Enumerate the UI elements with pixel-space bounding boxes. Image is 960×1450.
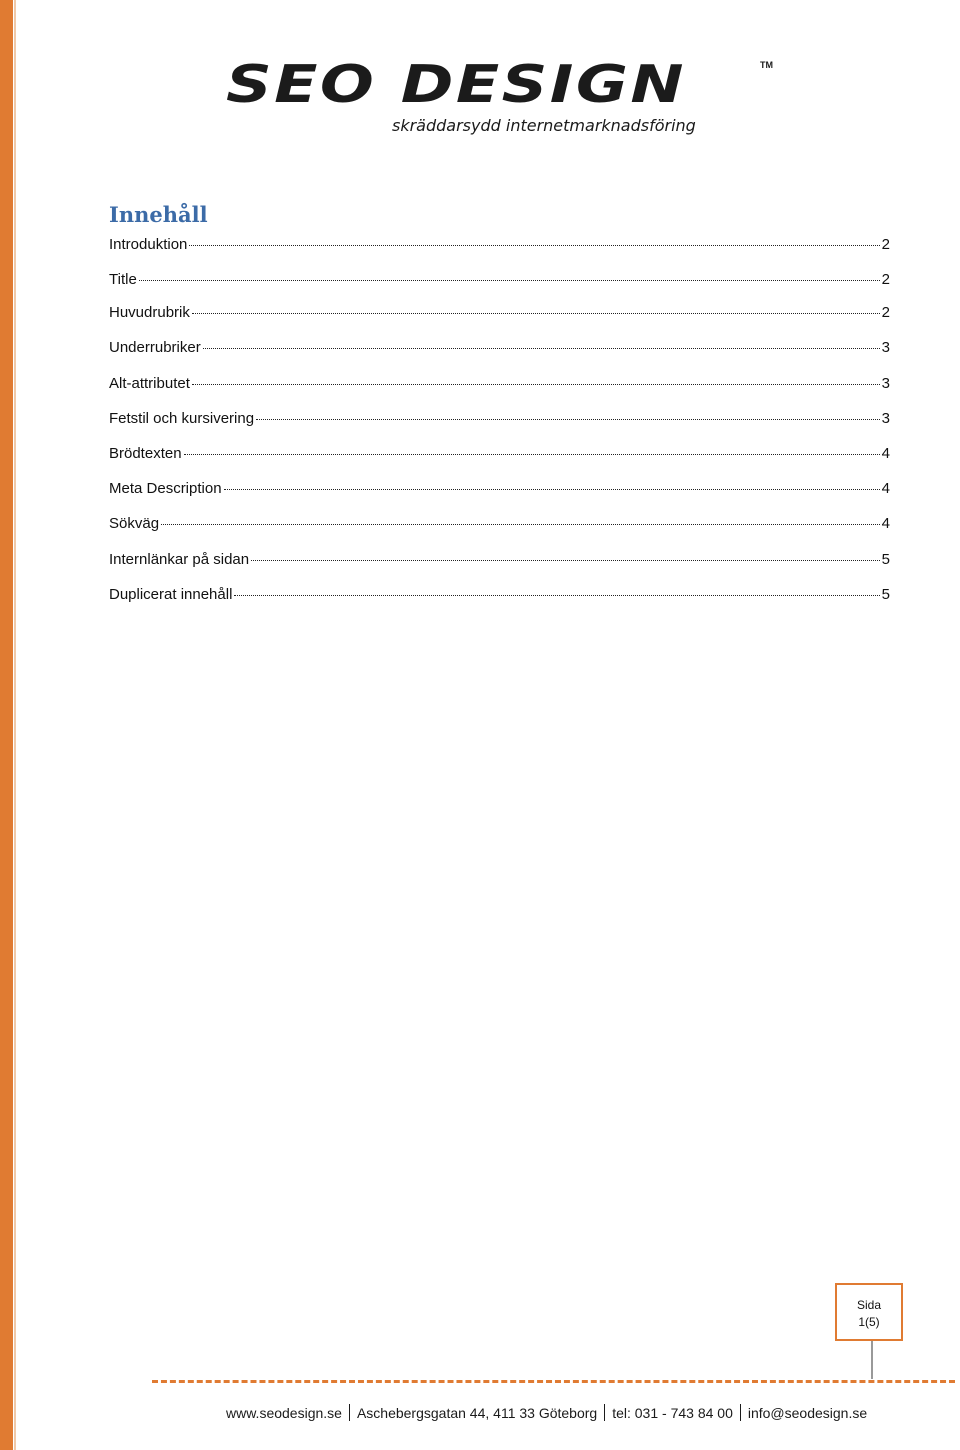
toc-entry[interactable] — [109, 441, 890, 476]
toc-entry[interactable] — [109, 335, 890, 370]
toc-entry-leader — [251, 560, 880, 561]
logo-trademark: TM — [760, 60, 773, 70]
toc-entry-leader — [192, 313, 880, 314]
toc-entry-leader — [203, 348, 880, 349]
footer-separator — [604, 1404, 605, 1421]
toc-entry[interactable] — [109, 476, 890, 511]
toc-entry-leader — [224, 489, 880, 490]
toc-entry-leader — [161, 524, 880, 525]
toc-entry-page: 3 — [881, 409, 890, 427]
logo-tagline: skräddarsydd internetmarknadsföring — [392, 116, 696, 135]
logo-wordmark: SEO DESIGN — [226, 55, 686, 115]
toc-heading: Innehåll — [109, 202, 208, 227]
toc-entry-page: 4 — [881, 515, 890, 533]
toc-entry-leader — [139, 280, 880, 281]
footer-separator — [349, 1404, 350, 1421]
toc-entry[interactable] — [109, 267, 890, 300]
toc-entry-page: 3 — [881, 374, 890, 392]
toc-entry[interactable] — [109, 406, 890, 441]
footer-website[interactable]: www.seodesign.se — [226, 1405, 342, 1421]
toc-entry[interactable] — [109, 511, 890, 546]
side-accent-bar — [0, 0, 13, 1450]
toc-entry-title: Sökväg — [109, 515, 160, 533]
table-of-contents — [109, 198, 890, 617]
page-indicator — [835, 1283, 903, 1341]
toc-entry[interactable] — [109, 582, 890, 617]
toc-entry-page: 5 — [881, 585, 890, 603]
toc-entry-page: 3 — [881, 339, 890, 357]
toc-entry-leader — [234, 595, 879, 596]
toc-entry-title: Introduktion — [109, 236, 188, 253]
footer-divider — [152, 1380, 955, 1383]
toc-entry[interactable] — [109, 547, 890, 582]
toc-entry-title: Internlänkar på sidan — [109, 550, 250, 568]
toc-entry-title: Title — [109, 271, 137, 289]
footer-phone: tel: 031 - 743 84 00 — [612, 1405, 733, 1421]
toc-entry[interactable] — [109, 371, 890, 406]
toc-entry-page: 2 — [881, 304, 890, 322]
toc-entry-leader — [192, 384, 880, 385]
toc-entry-title: Alt-attributet — [109, 374, 190, 392]
page-indicator-label: Sida — [856, 1298, 882, 1312]
footer-address: Aschebergsgatan 44, 411 33 Göteborg — [356, 1405, 598, 1421]
footer-email[interactable]: info@seodesign.se — [747, 1405, 868, 1421]
toc-entry-page: 4 — [881, 444, 890, 462]
toc-entry-title: Meta Description — [109, 480, 222, 498]
toc-entry-title: Underrubriker — [109, 339, 201, 357]
footer-contact — [226, 1404, 866, 1421]
page-indicator-connector — [871, 1341, 873, 1379]
toc-entry-leader — [256, 419, 880, 420]
toc-entry-leader — [189, 245, 879, 246]
page-indicator-value: 1(5) — [858, 1315, 880, 1329]
toc-list — [109, 232, 890, 617]
toc-entry-page: 2 — [881, 271, 890, 289]
toc-entry-page: 2 — [881, 236, 890, 253]
toc-entry[interactable] — [109, 232, 890, 267]
toc-entry-title: Duplicerat innehåll — [109, 585, 233, 603]
toc-entry-leader — [184, 454, 880, 455]
seo-design-logo — [226, 55, 786, 142]
toc-entry-title: Huvudrubrik — [109, 304, 190, 322]
toc-entry-page: 5 — [881, 550, 890, 568]
toc-entry[interactable] — [109, 300, 890, 335]
side-accent-line — [14, 0, 16, 1450]
toc-entry-title: Brödtexten — [109, 444, 182, 462]
footer-separator — [740, 1404, 741, 1421]
toc-entry-title: Fetstil och kursivering — [109, 409, 255, 427]
toc-entry-page: 4 — [881, 480, 890, 498]
